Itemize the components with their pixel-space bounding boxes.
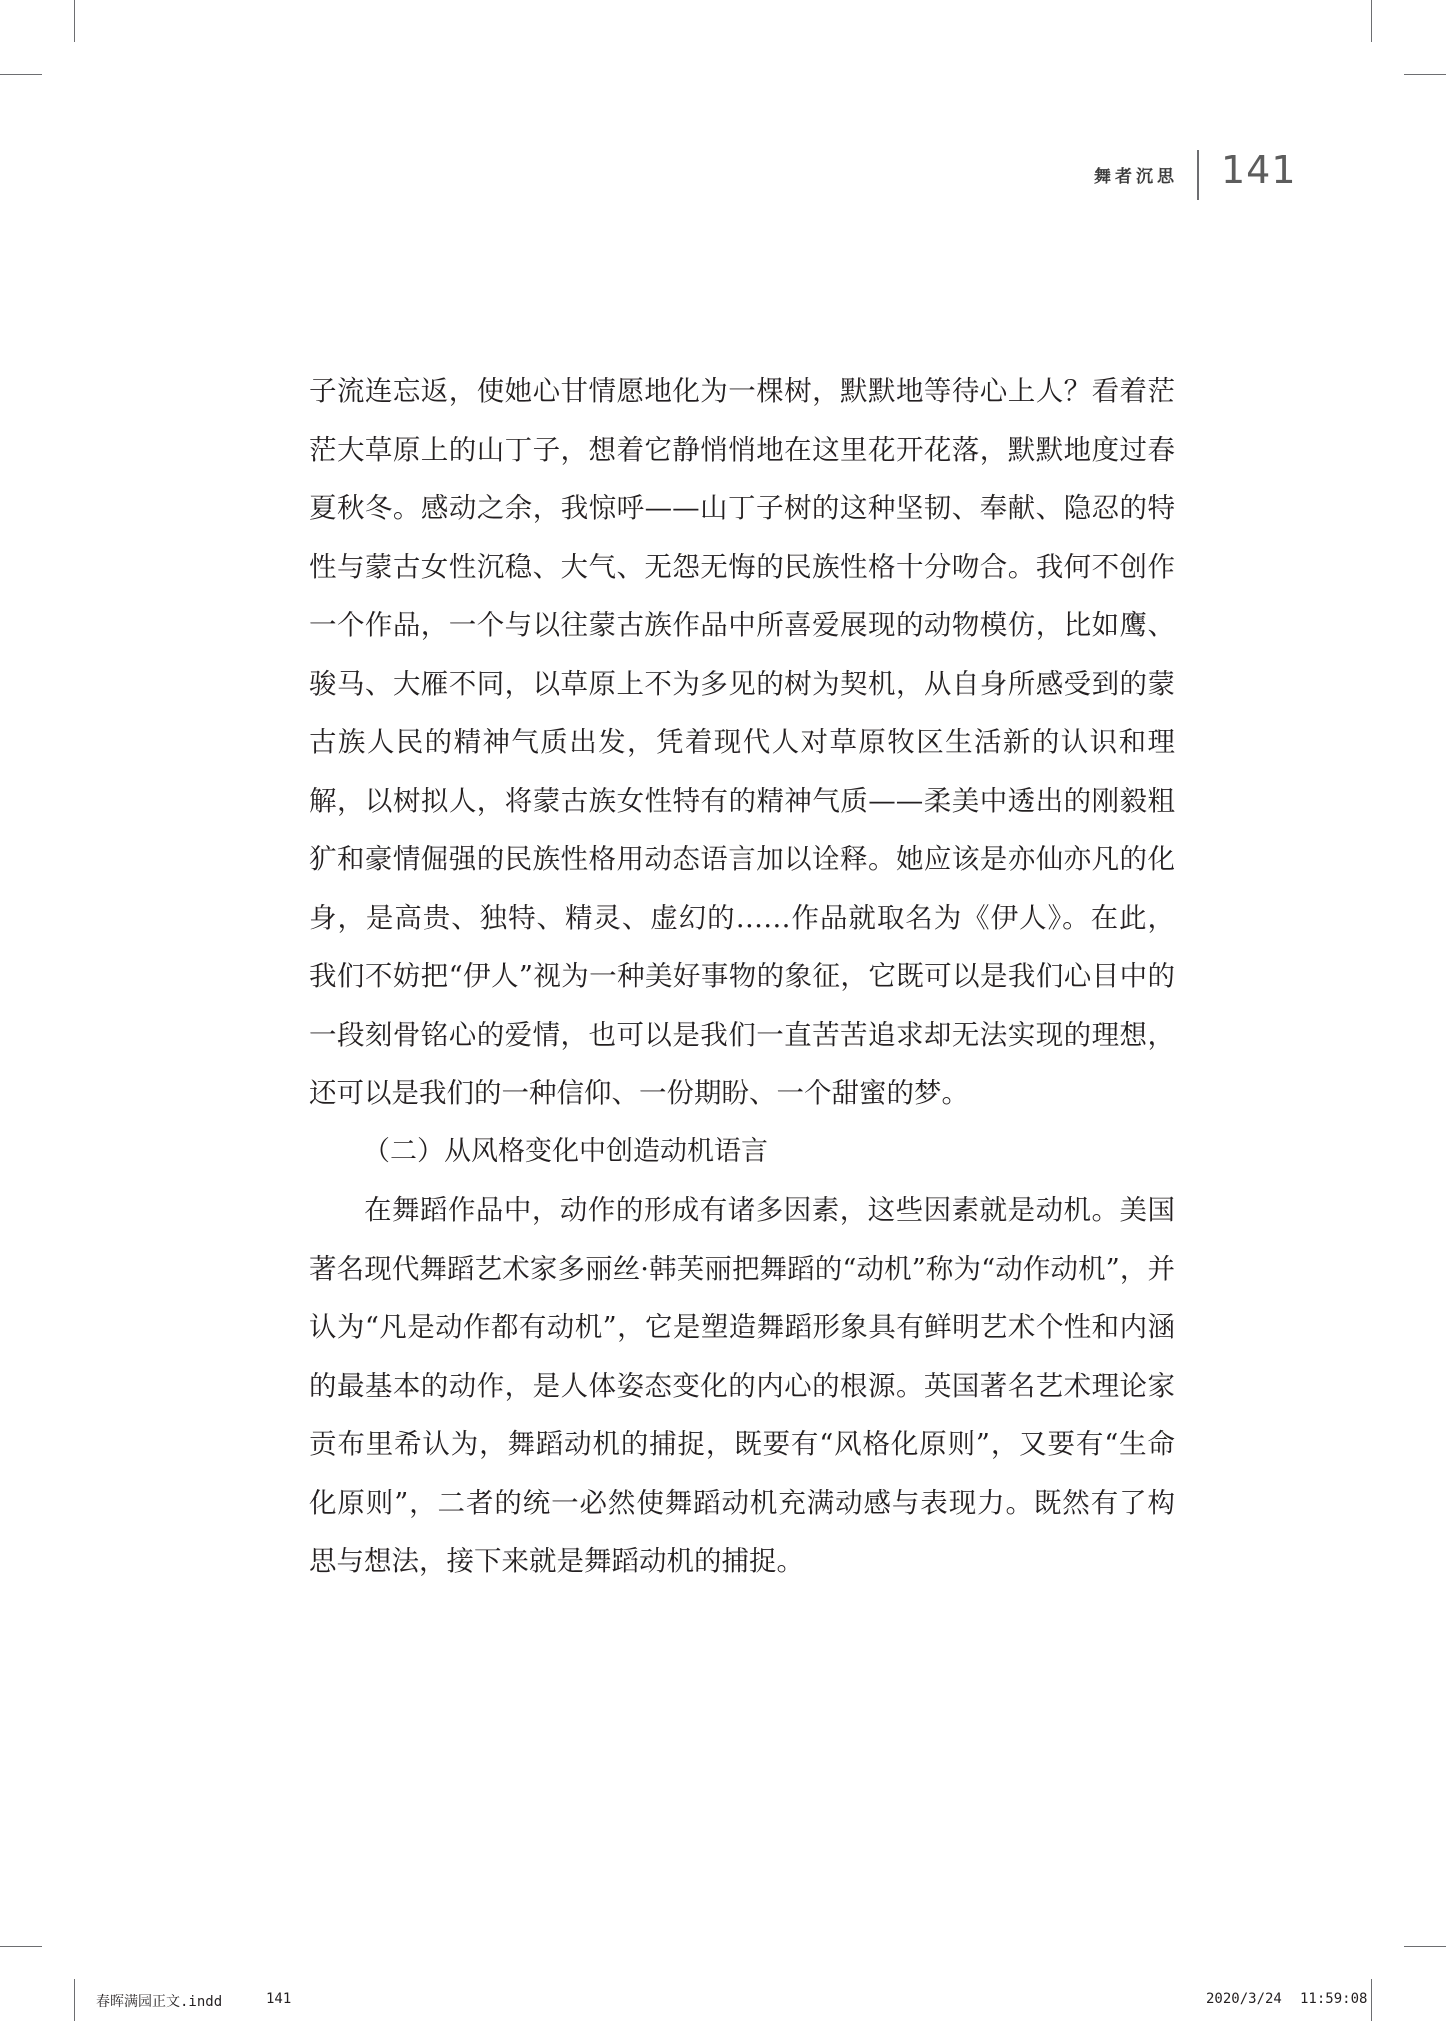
crop-mark-bottom-left-horizontal <box>0 1946 42 1947</box>
crop-mark-top-left-horizontal <box>0 74 42 75</box>
crop-mark-top-left-vertical <box>74 0 75 42</box>
crop-mark-bottom-right-vertical <box>1371 1979 1372 2021</box>
crop-mark-bottom-left-vertical <box>74 1979 75 2021</box>
running-head <box>0 148 1446 208</box>
body-paragraph: 子流连忘返，使她心甘情愿地化为一棵树，默默地等待心上人？看着茫茫大草原上的山丁子，想着它静悄悄地在这里花开花落，默默地度过春夏秋冬。感动之余，我惊呼——山丁子树的这种坚韧、奉献、隐忍的特性与蒙古女性沉稳、大气、无怨无悔的民族性格十分吻合。我何不创作一个作品，一个与以往蒙古族作品中所喜爱展现的动物模仿，比如鹰、骏马、大雁不同，以草原上不为多见的树为契机，从自身所感受到的蒙古族人民的精神气质出发，凭着现代人对草原牧区生活新的认识和理解，以树拟人，将蒙古族女性特有的精神气质——柔美中透出的刚毅粗犷和豪情倔强的民族性格用动态语言加以诠释。她应该是亦仙亦凡的化身，是高贵、独特、精灵、虚幻的……作品就取名为《伊人》。在此，我们不妨把“伊人”视为一种美好事物的象征，它既可以是我们心目中的一段刻骨铭心的爱情，也可以是我们一直苦苦追求却无法实现的理想，还可以是我们的一种信仰、一份期盼、一个甜蜜的梦。 <box>309 375 1175 1109</box>
crop-mark-top-right-horizontal <box>1404 74 1446 75</box>
crop-mark-top-right-vertical <box>1371 0 1372 42</box>
slug-date: 2020/3/24 <box>1206 1991 1282 2007</box>
slug-filename: 春晖满园正文.indd <box>96 1994 223 2010</box>
slug-page: 141 <box>266 1991 292 2007</box>
page-number: 141 <box>1221 148 1297 192</box>
section-title: 舞者沉思 <box>1094 167 1178 187</box>
crop-mark-bottom-right-horizontal <box>1404 1946 1446 1947</box>
subheading: （二）从风格变化中创造动机语言 <box>363 1135 768 1167</box>
header-divider <box>1197 150 1199 200</box>
body-text <box>309 362 1175 1591</box>
body-paragraph: 在舞蹈作品中，动作的形成有诸多因素，这些因素就是动机。美国著名现代舞蹈艺术家多丽丝·韩芙丽把舞蹈的“动机”称为“动作动机”，并认为“凡是动作都有动机”，它是塑造舞蹈形象具有鲜明艺术个性和内涵的最基本的动作，是人体姿态变化的内心的根源。英国著名艺术理论家贡布里希认为，舞蹈动机的捕捉，既要有“风格化原则”，又要有“生命化原则”，二者的统一必然使舞蹈动机充满动感与表现力。既然有了构思与想法，接下来就是舞蹈动机的捕捉。 <box>309 1194 1175 1577</box>
slug-time: 11:59:08 <box>1300 1991 1368 2007</box>
